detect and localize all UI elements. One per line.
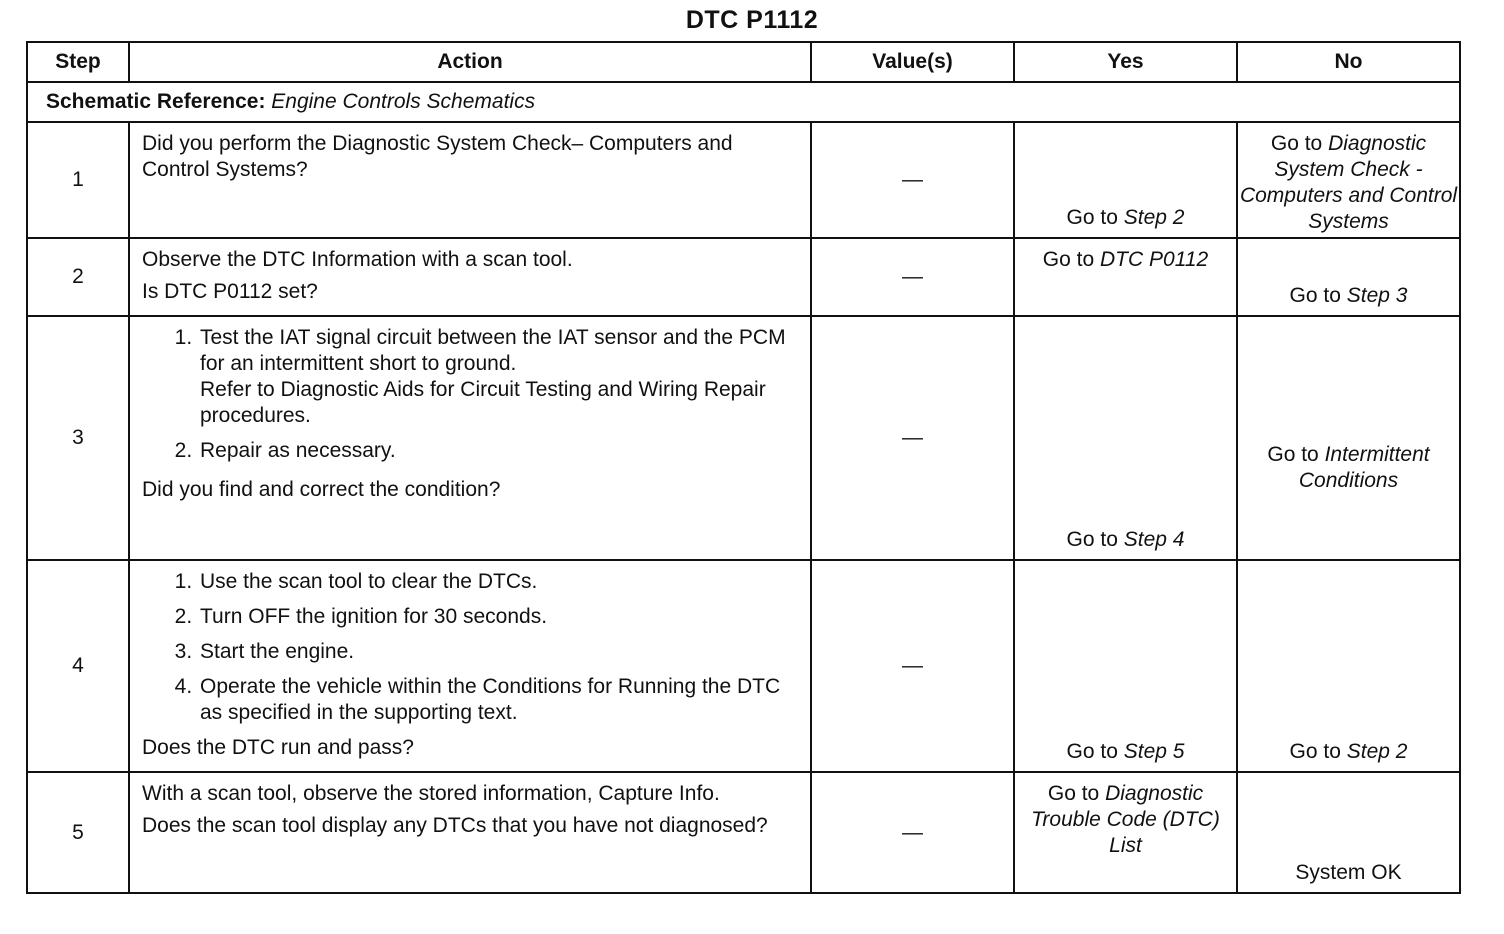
- value-cell: —: [811, 122, 1014, 238]
- schematic-reference-label: Schematic Reference:: [46, 90, 266, 113]
- page-title: DTC P1112: [685, 6, 819, 34]
- header-values: Value(s): [811, 42, 1014, 82]
- yes-prefix: Go to: [1066, 740, 1118, 763]
- action-cell: [129, 316, 811, 560]
- no-prefix: Go to: [1289, 284, 1341, 307]
- value-cell: —: [811, 560, 1014, 772]
- yes-link[interactable]: Step 5: [1123, 740, 1185, 763]
- action-text: Did you perform the Diagnostic System Check– Computers and Control Systems?: [142, 132, 733, 181]
- table-row: [27, 238, 1460, 316]
- value-cell: —: [811, 316, 1014, 560]
- yes-link[interactable]: Step 2: [1123, 206, 1185, 229]
- no-cell: [1237, 238, 1460, 316]
- yes-cell: [1014, 560, 1237, 772]
- table-row: [27, 560, 1460, 772]
- yes-prefix: Go to: [1042, 248, 1095, 271]
- header-row: [27, 42, 1460, 82]
- no-prefix: Go to: [1270, 132, 1323, 155]
- list-item: 1. Use the scan tool to clear the DTCs.: [198, 569, 798, 595]
- value-cell: —: [811, 238, 1014, 316]
- list-item: 2. Turn OFF the ignition for 30 seconds.: [198, 604, 798, 630]
- no-text: System OK: [1295, 861, 1402, 884]
- step-number: 3: [27, 316, 129, 560]
- no-prefix: Go to: [1267, 443, 1319, 466]
- step-number: 1: [27, 122, 129, 238]
- yes-cell: [1014, 122, 1237, 238]
- list-item: 2. Repair as necessary.: [198, 438, 798, 464]
- action-question: Does the scan tool display any DTCs that you have not diagnosed?: [142, 814, 768, 837]
- list-item: 3. Start the engine.: [198, 639, 798, 665]
- list-item-note: Refer to Diagnostic Aids for Circuit Testing and Wiring Repair procedures.: [200, 378, 766, 427]
- header-no: No: [1237, 42, 1460, 82]
- table-row: [27, 772, 1460, 893]
- no-cell: [1237, 122, 1460, 238]
- yes-link[interactable]: DTC P0112: [1100, 248, 1209, 271]
- no-cell: [1237, 316, 1460, 560]
- step-number: 2: [27, 238, 129, 316]
- action-cell: [129, 238, 811, 316]
- action-list: [142, 569, 798, 726]
- list-item: 4. Operate the vehicle within the Conditions for Running the DTC as specified in the supporting text.: [198, 674, 798, 726]
- action-text: Observe the DTC Information with a scan tool.: [142, 248, 573, 271]
- no-prefix: Go to: [1289, 740, 1341, 763]
- step-number: 4: [27, 560, 129, 772]
- action-content: [142, 325, 798, 509]
- action-question: Is DTC P0112 set?: [142, 280, 318, 303]
- header-yes: Yes: [1014, 42, 1237, 82]
- no-link[interactable]: Intermittent Conditions: [1298, 443, 1430, 492]
- table-row: [27, 122, 1460, 238]
- schematic-reference-row: [27, 82, 1460, 122]
- action-text: With a scan tool, observe the stored information, Capture Info.: [142, 782, 720, 805]
- yes-prefix: Go to: [1047, 782, 1100, 805]
- yes-cell: [1014, 772, 1237, 893]
- step-number: 5: [27, 772, 129, 893]
- yes-prefix: Go to: [1066, 528, 1118, 551]
- action-cell: [129, 122, 811, 238]
- yes-link[interactable]: Diagnostic Trouble Code (DTC) List: [1031, 782, 1220, 857]
- yes-cell: [1014, 238, 1237, 316]
- no-link[interactable]: Step 3: [1346, 284, 1408, 307]
- no-link[interactable]: Diagnostic System Check - Computers and Control Systems: [1239, 132, 1458, 233]
- no-link[interactable]: Step 2: [1346, 740, 1408, 763]
- yes-link[interactable]: Step 4: [1123, 528, 1185, 551]
- list-item: 1. Test the IAT signal circuit between the IAT sensor and the PCM for an intermittent short to ground. Refer to Diagnostic Aids for Circuit Testing and Wiring Repair procedures.: [198, 325, 798, 429]
- action-cell: [129, 560, 811, 772]
- table-row: [27, 316, 1460, 560]
- action-cell: [129, 772, 811, 893]
- no-cell: [1237, 560, 1460, 772]
- diagnostic-table: [26, 41, 1461, 894]
- yes-prefix: Go to: [1066, 206, 1118, 229]
- header-action: Action: [129, 42, 811, 82]
- schematic-reference: [27, 82, 1460, 122]
- action-question: Does the DTC run and pass?: [142, 736, 414, 759]
- value-cell: —: [811, 772, 1014, 893]
- schematic-reference-link[interactable]: Engine Controls Schematics: [271, 90, 536, 113]
- yes-cell: [1014, 316, 1237, 560]
- no-cell: [1237, 772, 1460, 893]
- action-list: [142, 325, 798, 473]
- action-question: Did you find and correct the condition?: [142, 478, 501, 501]
- header-step: Step: [27, 42, 129, 82]
